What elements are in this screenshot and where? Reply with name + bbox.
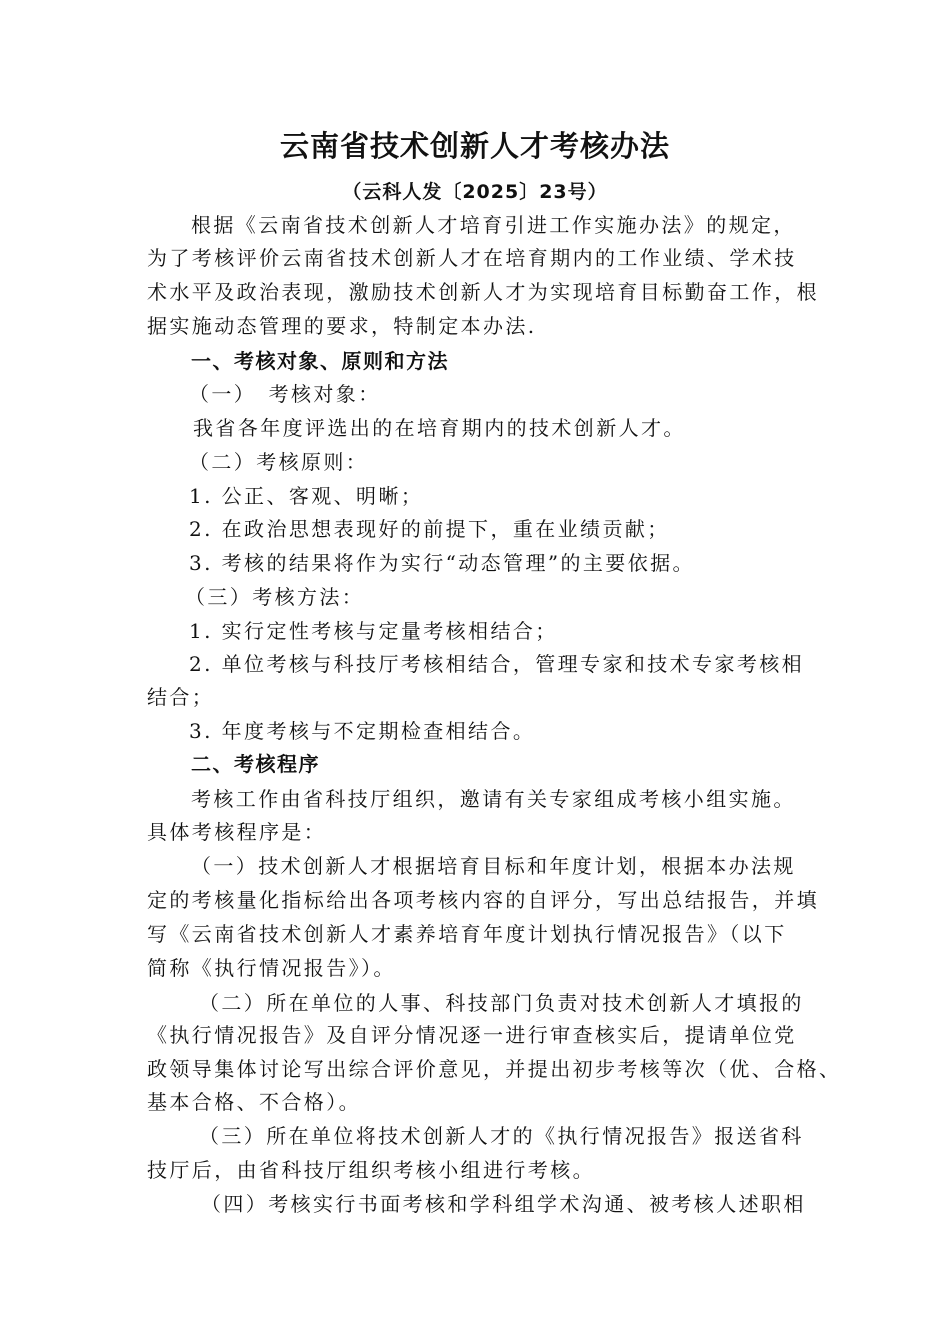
- paragraph-line: 结合；: [147, 685, 215, 709]
- section-heading: 一、考核对象、原则和方法: [191, 349, 449, 373]
- subsection-heading: （一） 考核对象：: [189, 382, 381, 406]
- list-item: 1. 公正、客观、明晰；: [189, 484, 424, 508]
- list-item: 2. 在政治思想表现好的前提下，重在业绩贡献；: [189, 517, 670, 541]
- document-title: 云南省技术创新人才考核办法: [279, 129, 670, 163]
- paragraph-line: 为了考核评价云南省技术创新人才在培育期内的工作业绩、学术技: [147, 246, 797, 270]
- paragraph-line: （四）考核实行书面考核和学科组学术沟通、被考核人述职相: [201, 1192, 806, 1216]
- list-item: 3. 年度考核与不定期检查相结合。: [189, 719, 536, 743]
- paragraph-line: 基本合格、不合格）。: [147, 1090, 361, 1114]
- section-heading: 二、考核程序: [191, 752, 320, 776]
- paragraph-line: 技厅后，由省科技厅组织考核小组进行考核。: [147, 1158, 595, 1182]
- paragraph-line: （二）所在单位的人事、科技部门负责对技术创新人才填报的: [199, 991, 804, 1015]
- subsection-heading: （三）考核方法：: [185, 585, 365, 609]
- paragraph-line: 术水平及政治表现，激励技术创新人才为实现培育目标勤奋工作，根: [147, 280, 819, 304]
- paragraph-line: （三）所在单位将技术创新人才的《执行情况报告》报送省科: [199, 1124, 804, 1148]
- paragraph-line: 考核工作由省科技厅组织，邀请有关专家组成考核小组实施。: [191, 787, 796, 811]
- paragraph-line: 我省各年度评选出的在培育期内的技术创新人才。: [193, 416, 686, 440]
- paragraph-line: 据实施动态管理的要求，特制定本办法.: [147, 314, 537, 338]
- document-number: （云科人发〔2025〕23号）: [342, 181, 608, 203]
- paragraph-line: 简称《执行情况报告》）。: [147, 956, 396, 980]
- paragraph-line: （一）技术创新人才根据培育目标和年度计划，根据本办法规: [191, 854, 796, 878]
- paragraph-line: 定的考核量化指标给出各项考核内容的自评分，写出总结报告，并填: [147, 888, 819, 912]
- paragraph-line: 政领导集体讨论写出综合评价意见，并提出初步考核等次（优、合格、: [147, 1057, 842, 1081]
- subsection-heading: （二）考核原则：: [189, 450, 369, 474]
- list-item: 3. 考核的结果将作为实行“动态管理”的主要依据。: [189, 551, 695, 575]
- paragraph-line: 《执行情况报告》及自评分情况逐一进行审查核实后，提请单位党: [147, 1023, 797, 1047]
- paragraph-line: 具体考核程序是：: [147, 820, 327, 844]
- paragraph-line: 根据《云南省技术创新人才培育引进工作实施办法》的规定，: [191, 213, 796, 237]
- list-item: 1. 实行定性考核与定量考核相结合；: [189, 619, 558, 643]
- list-item: 2. 单位考核与科技厅考核相结合，管理专家和技术专家考核相: [189, 652, 805, 676]
- paragraph-line: 写《云南省技术创新人才素养培育年度计划执行情况报告》（以下: [147, 922, 787, 946]
